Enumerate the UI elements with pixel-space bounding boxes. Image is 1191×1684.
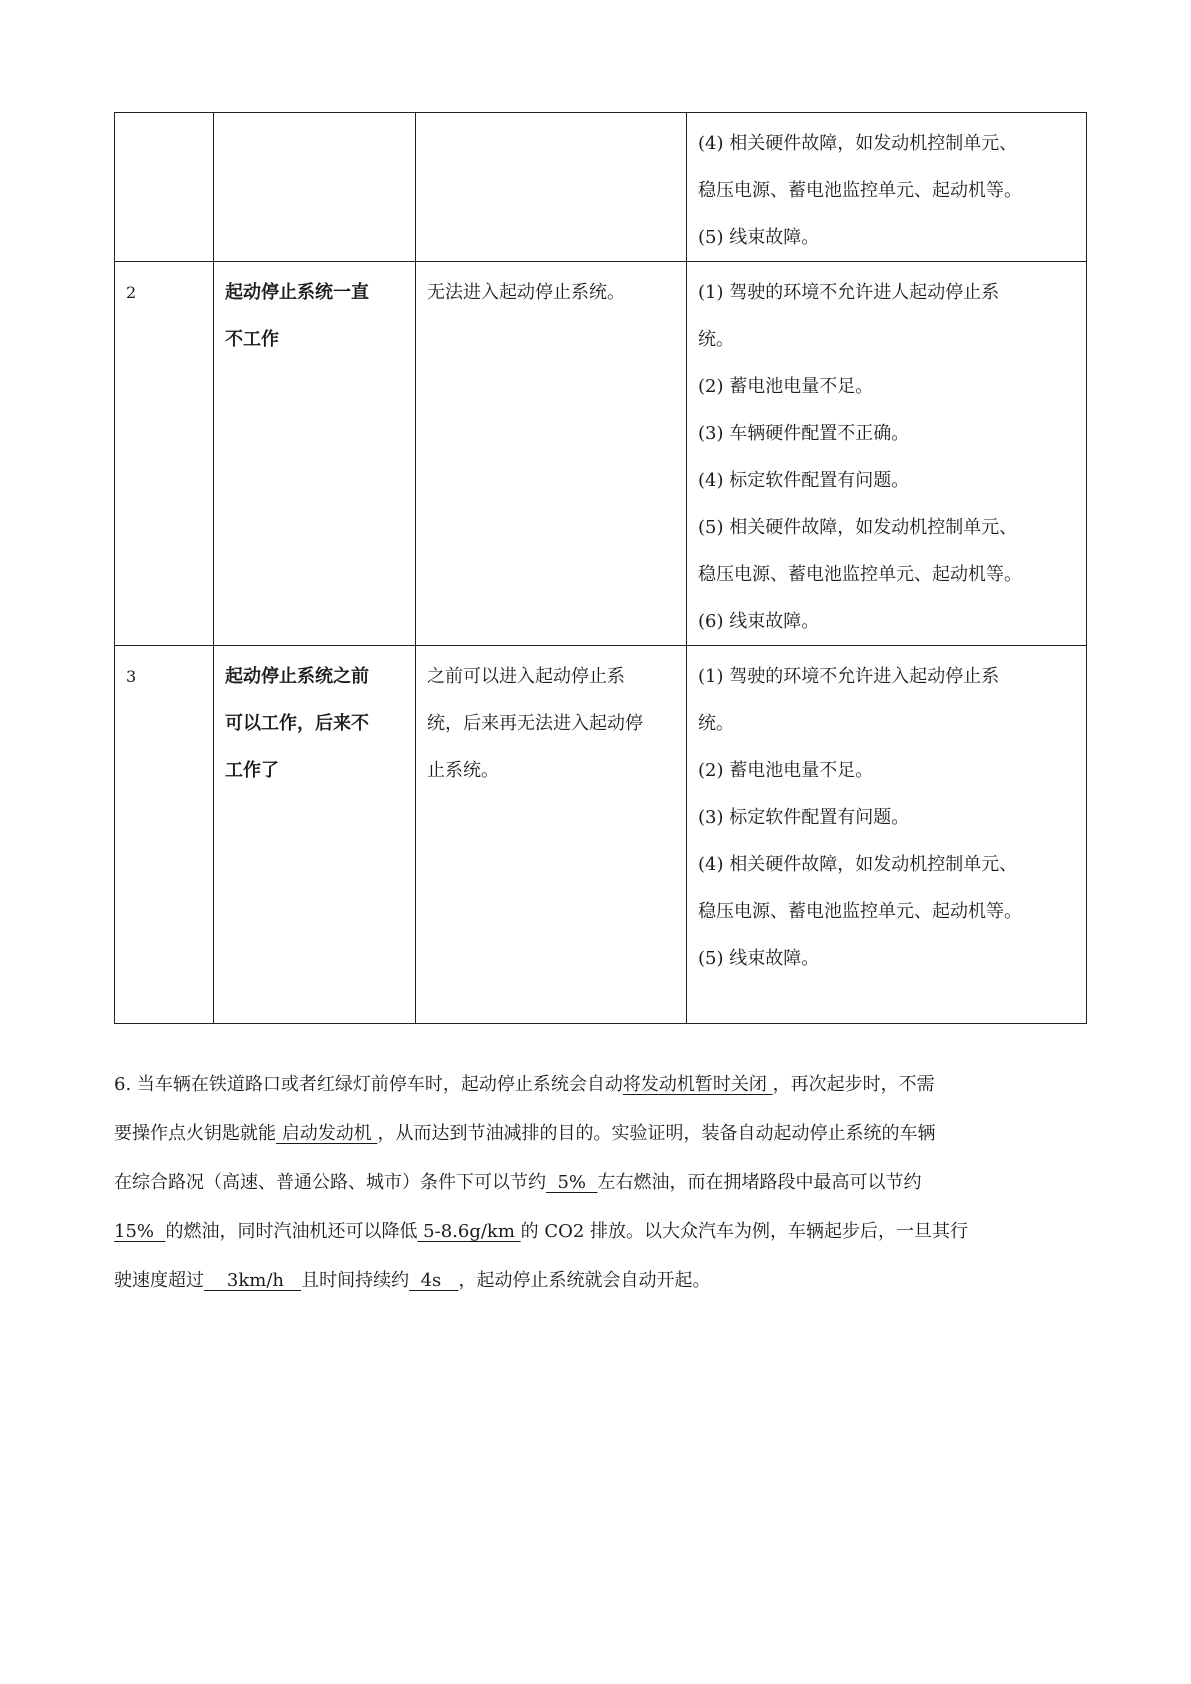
description-line: 之前可以进入起动停止系 (427, 666, 625, 687)
table-row (115, 113, 1087, 262)
text: 的燃油，同时汽油机还可以降低 (165, 1221, 418, 1242)
text: 且时间持续约 (301, 1270, 410, 1291)
fault-table (114, 112, 1087, 1024)
cause-line: (3) 标定软件配置有问题。 (698, 807, 910, 828)
fill-in-answer: 5% (546, 1172, 598, 1193)
cause-line: 稳压电源、蓄电池监控单元、起动机等。 (698, 564, 1022, 585)
text: ，再次起步时，不需 (772, 1074, 935, 1095)
causes-cell (687, 113, 1087, 262)
paragraph-line (114, 1109, 1086, 1158)
description-line: 无法进入起动停止系统。 (427, 282, 625, 303)
row-number-cell (115, 262, 214, 646)
paragraph-line (114, 1158, 1086, 1207)
text: ，起动停止系统就会自动开起。 (458, 1270, 711, 1291)
cause-line: (1) 驾驶的环境不允许进入起动停止系 (698, 666, 1000, 687)
text: 左右燃油，而在拥堵路段中最高可以节约 (597, 1172, 922, 1193)
cause-line: (6) 线束故障。 (698, 611, 820, 632)
paragraph-line (114, 1207, 1086, 1256)
text: 要操作点火钥匙就能 (114, 1123, 276, 1144)
text: 在综合路况（高速、普通公路、城市）条件下可以节约 (114, 1172, 546, 1193)
causes-cell (687, 262, 1087, 646)
cause-line: 稳压电源、蓄电池监控单元、起动机等。 (698, 180, 1022, 201)
cause-line: (5) 线束故障。 (698, 227, 820, 248)
cause-line: (4) 相关硬件故障，如发动机控制单元、 (698, 133, 1018, 154)
cause-line: 稳压电源、蓄电池监控单元、起动机等。 (698, 901, 1022, 922)
paragraph-line (114, 1060, 1086, 1109)
table-row (115, 646, 1087, 1024)
text: ，从而达到节油减排的目的。实验证明，装备自动起动停止系统的车辆 (377, 1123, 936, 1144)
cause-line: (2) 蓄电池电量不足。 (698, 760, 874, 781)
cause-line: (4) 标定软件配置有问题。 (698, 470, 910, 491)
cause-line: 统。 (698, 713, 734, 734)
row-number-cell (115, 113, 214, 262)
cause-line: (3) 车辆硬件配置不正确。 (698, 423, 910, 444)
symptom-line: 不工作 (225, 329, 279, 350)
description-line: 止系统。 (427, 760, 499, 781)
paragraph-line (114, 1256, 1086, 1305)
text: 的 CO2 排放。以大众汽车为例，车辆起步后，一旦其行 (520, 1221, 969, 1242)
fill-in-answer: 4s (409, 1270, 459, 1291)
causes-cell (687, 646, 1087, 1024)
description-cell (416, 113, 687, 262)
fill-in-answer: 3km/h (204, 1270, 302, 1291)
row-number: 3 (126, 667, 137, 686)
row-number-cell (115, 646, 214, 1024)
symptom-line: 可以工作，后来不 (225, 713, 369, 734)
symptom-cell (214, 646, 416, 1024)
description-cell (416, 646, 687, 1024)
symptom-line: 起动停止系统一直 (225, 282, 369, 303)
symptom-line: 起动停止系统之前 (225, 666, 369, 687)
fill-in-answer: 5-8.6g/km (417, 1221, 521, 1242)
table-row (115, 262, 1087, 646)
fill-in-answer: 15% (114, 1221, 166, 1242)
cause-line: (5) 线束故障。 (698, 948, 820, 969)
row-number: 2 (126, 283, 137, 302)
cause-line: (2) 蓄电池电量不足。 (698, 376, 874, 397)
description-cell (416, 262, 687, 646)
cause-line: (1) 驾驶的环境不允许进人起动停止系 (698, 282, 1000, 303)
text: 6. 当车辆在铁道路口或者红绿灯前停车时，起动停止系统会自动 (114, 1074, 623, 1095)
cause-line: (5) 相关硬件故障，如发动机控制单元、 (698, 517, 1018, 538)
fill-in-answer: 启动发动机 (276, 1123, 378, 1144)
fill-in-answer: 将发动机暂时关闭 (622, 1074, 773, 1095)
answer-paragraph (114, 1060, 1086, 1305)
cause-line: (4) 相关硬件故障，如发动机控制单元、 (698, 854, 1018, 875)
cause-line: 统。 (698, 329, 734, 350)
symptom-line: 工作了 (225, 760, 279, 781)
description-line: 统，后来再无法进入起动停 (427, 713, 643, 734)
symptom-cell (214, 262, 416, 646)
text: 驶速度超过 (114, 1270, 204, 1291)
symptom-cell (214, 113, 416, 262)
